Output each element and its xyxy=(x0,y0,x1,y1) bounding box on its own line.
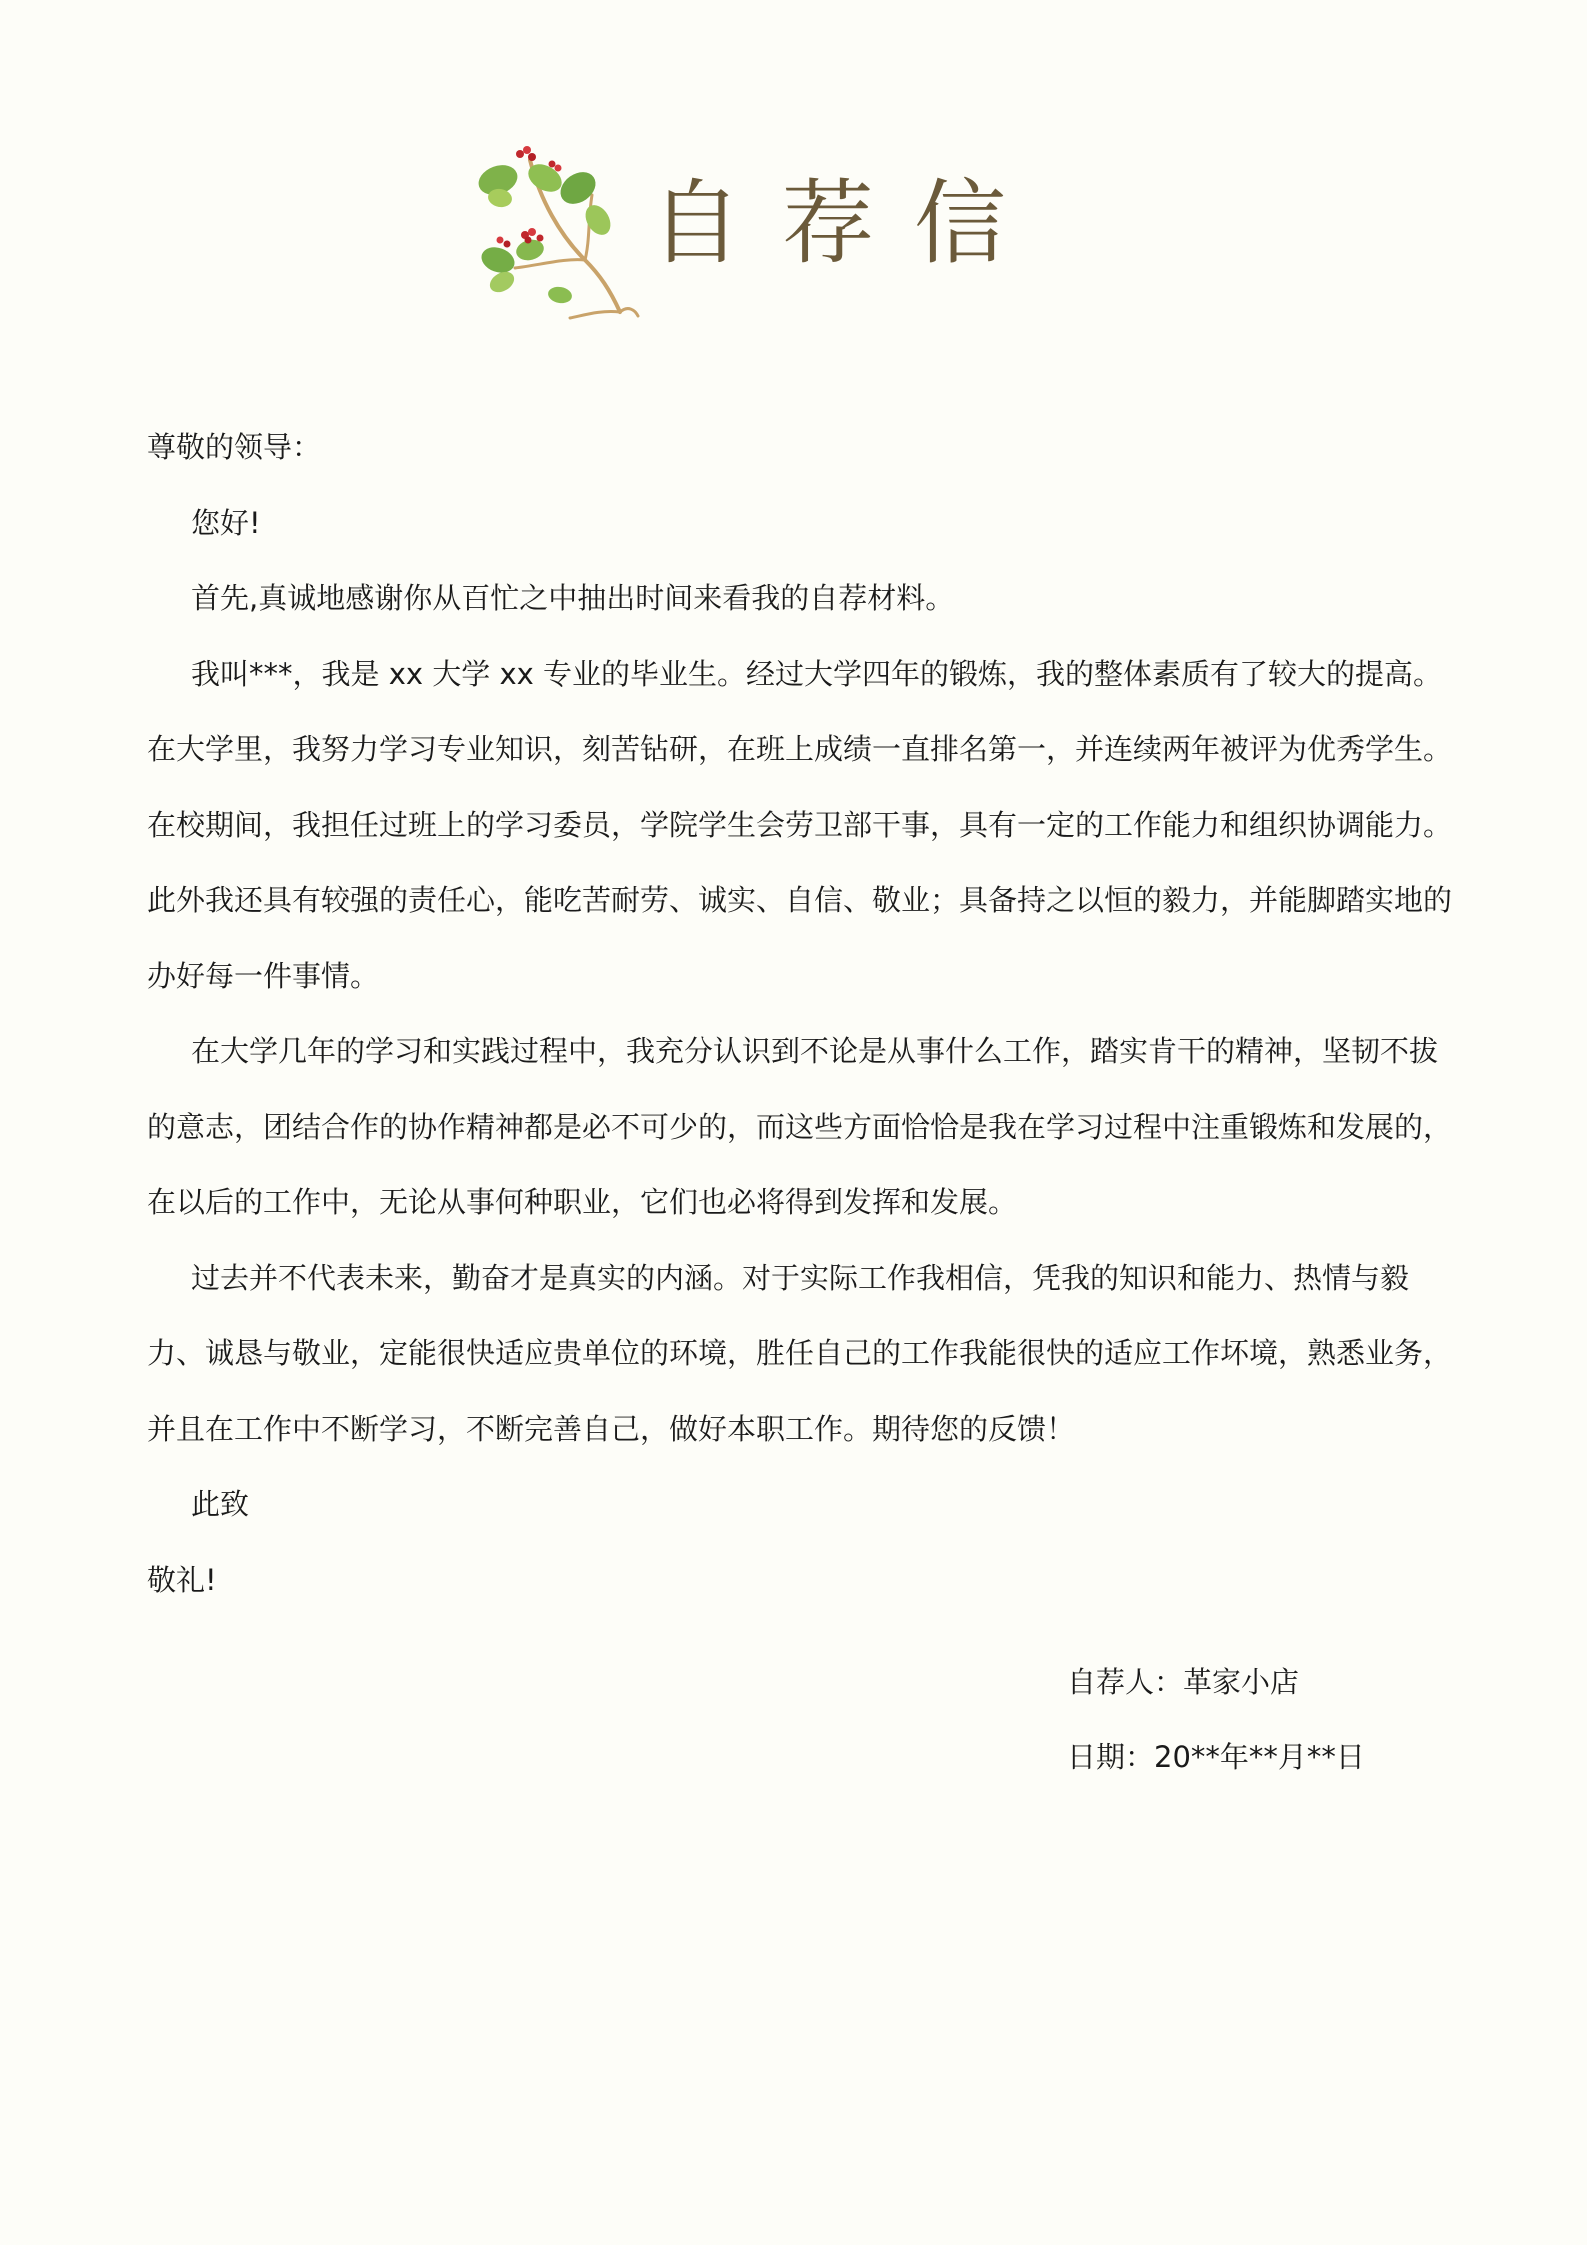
paragraph: 过去并不代表未来，勤奋才是真实的内涵。对于实际工作我相信，凭我的知识和能力、热情与毅力、诚恳与敬业，定能很快适应贵单位的环境，胜任自己的工作我能很快的适应工作坏境，熟悉业务，并且在工作中不断学习，不断完善自己，做好本职工作。期待您的反馈！ xyxy=(147,1260,1453,1446)
signature-block xyxy=(1067,1645,1365,1795)
leaf-branch-illustration xyxy=(470,140,640,320)
closing: 此致 xyxy=(191,1487,250,1521)
paragraph: 在大学几年的学习和实践过程中，我充分认识到不论是从事什么工作，踏实肯干的精神，坚韧不拔的意志，团结合作的协作精神都是必不可少的，而这些方面恰恰是我在学习过程中注重锻炼和发展的，在以后的工作中，无论从事何种职业，它们也必将得到发挥和发展。 xyxy=(147,1034,1453,1219)
signer: 自荐人：革家小店 xyxy=(1067,1665,1300,1699)
paragraph: 我叫***，我是 xx 大学 xx 专业的毕业生。经过大学四年的锻炼，我的整体素质有了较大的提高。在大学里，我努力学习专业知识，刻苦钻研，在班上成绩一直排名第一，并连续两年被评为优秀学生。在校期间，我担任过班上的学习委员，学院学生会劳卫部干事，具有一定的工作能力和组织协调能力。此外我还具有较强的责任心，能吃苦耐劳、诚实、自信、敬业；具备持之以恒的毅力，并能脚踏实地的办好每一件事情。 xyxy=(147,656,1453,993)
letter-title: 自荐信 xyxy=(650,170,1047,277)
greeting: 您好! xyxy=(191,505,261,540)
salutation: 尊敬的领导： xyxy=(147,430,322,464)
letter-body xyxy=(147,410,1457,1618)
letter-header xyxy=(470,140,1047,320)
paragraph: 首先,真诚地感谢你从百忙之中抽出时间来看我的自荐材料。 xyxy=(191,581,955,615)
regards: 敬礼! xyxy=(147,1562,217,1597)
date: 日期：20**年**月**日 xyxy=(1067,1740,1365,1774)
